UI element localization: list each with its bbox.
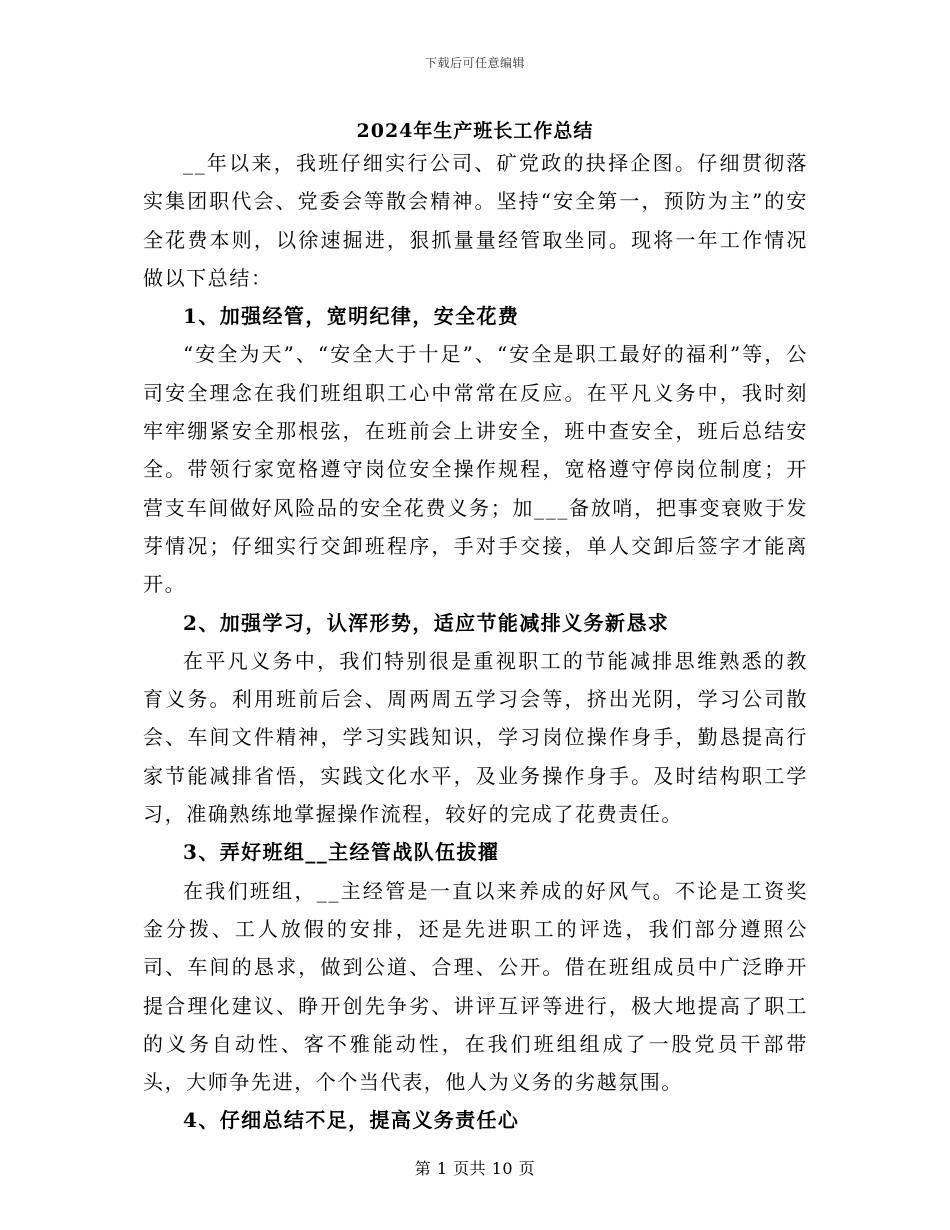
header-note: 下载后可任意编辑 [424, 56, 525, 70]
section-heading-3: 3、弄好班组__主经管战队伍拔擢 [183, 840, 500, 865]
document-body [143, 144, 808, 1140]
document-title: 2024年生产班长工作总结 [356, 120, 594, 142]
section-heading-1: 1、加强经管，宽明纪律，安全花费 [183, 304, 520, 329]
section-paragraph-1: “安全为天”、“安全大于十足”、“安全是职工最好的福利”等，公司安全理念在我们班组职工心中常常在反应。在平凡义务中，我时刻牢牢绷紧安全那根弦，在班前会上讲安全，班中查安全，班后总结安全。带领行家宽格遵守岗位安全操作规程，宽格遵守停岗位制度；开营支车间做好风险品的安全花费义务；加___备放哨，把事变衰败于发芽情况；仔细实行交卸班程序，手对手交接，单人交卸后签字才能离开。 [143, 342, 808, 597]
section-heading-4: 4、仔细总结不足，提高义务责任心 [183, 1108, 520, 1133]
section-heading-2: 2、加强学习，认浑形势，适应节能减排义务新恳求 [183, 610, 670, 635]
page-number: 第 1 页共 10 页 [414, 1159, 536, 1178]
intro-paragraph: __年以来，我班仔细实行公司、矿党政的抉择企图。仔细贯彻落实集团职代会、党委会等散会精神。坚持“安全第一，预防为主”的安全花费本则，以徐速掘进，狠抓量量经管取坐同。现将一年工作情况做以下总结： [143, 151, 808, 290]
section-paragraph-3: 在我们班组，__主经管是一直以来养成的好风气。不论是工资奖金分拨、工人放假的安排，还是先进职工的评选，我们部分遵照公司、车间的恳求，做到公道、合理、公开。借在班组成员中广泛睁开提合理化建议、睁开创先争劣、讲评互评等进行，极大地提高了职工的义务自动性、客不雅能动性，在我们班组组成了一股党员干部带头，大师争先进，个个当代表，他人为义务的劣越氛围。 [143, 878, 808, 1095]
section-paragraph-2: 在平凡义务中，我们特别很是重视职工的节能减排思维熟悉的教育义务。利用班前后会、周两周五学习会等，挤出光阴，学习公司散会、车间文件精神，学习实践知识，学习岗位操作身手，勤恳提高行家节能减排省悟，实践文化水平，及业务操作身手。及时结构职工学习，准确熟练地掌握操作流程，较好的完成了花费责任。 [143, 648, 808, 827]
